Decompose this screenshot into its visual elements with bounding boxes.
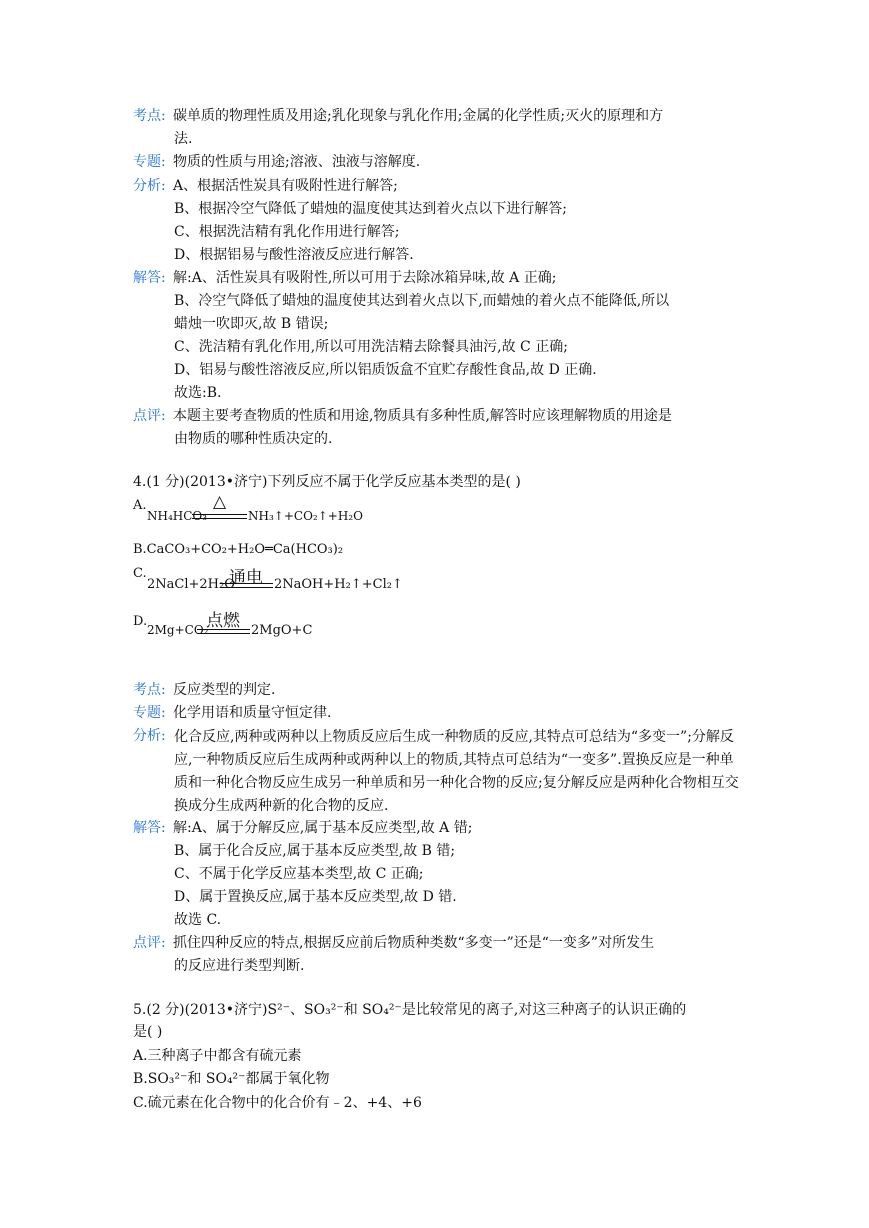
q4-c-condition: 通电 [229, 568, 263, 588]
kaodian-text: 反应类型的判定. [173, 682, 276, 698]
q5-stem-cont: 是( ) [133, 1024, 163, 1040]
q3-kaodian [133, 106, 663, 126]
q4-option-b: B.CaCO₃+CO₂+H₂O═Ca(HCO₃)₂ [133, 542, 344, 557]
fenxi-line: A、根据活性炭具有吸附性进行解答; [173, 178, 398, 194]
jieda-line: C、不属于化学反应基本类型,故 C 正确; [174, 866, 424, 882]
dianping-label: 点评: [133, 935, 166, 951]
jieda-label: 解答: [133, 820, 166, 836]
q3-fenxi [133, 176, 398, 196]
q4-d-condition: 点燃 [206, 611, 240, 631]
dianping-line: 本题主要考查物质的性质和用途,物质具有多种性质,解答时应该理解物质的用途是 [173, 408, 672, 424]
q3-zhuanti [133, 152, 420, 172]
q4-option-d-label: D. [133, 614, 148, 629]
q4-jieda [133, 818, 472, 838]
q3-dianping [133, 406, 672, 426]
jieda-line: 故选 C. [174, 912, 222, 928]
dianping-line: 抓住四种反应的特点,根据反应前后物质种类数“多变一”还是“一变多”对所发生 [173, 935, 655, 951]
zhuanti-text: 物质的性质与用途;溶液、浊液与溶解度. [173, 154, 421, 170]
q4-fenxi-text: 化合反应,两种或两种以上物质反应后生成一种物质的反应,其特点可总结为“多变一”;分解反应,一种物质反应后生成两种或两种以上的物质,其特点可总结为“一变多”.置换反应是一种单质和一种化合物反应生成另一种单质和另一种化合物的反应;复分解反应是两种化合物相互交换成分生成两种新的化合物的反应. [174, 729, 739, 814]
kaodian-label: 考点: [133, 682, 166, 698]
zhuanti-label: 专题: [133, 154, 166, 170]
q3-kaodian-cont: 法. [174, 131, 193, 147]
q5-option-b: B.SO₃²⁻和 SO₄²⁻都属于氧化物 [133, 1071, 330, 1087]
q4-stem: 4.(1 分)(2013•济宁)下列反应不属于化学反应基本类型的是( ) [133, 474, 521, 490]
dianping-line: 的反应进行类型判断. [174, 958, 305, 974]
q4-a-reactants: NH₄HCO₃ [147, 509, 208, 523]
fenxi-line: B、根据冷空气降低了蜡烛的温度使其达到着火点以下进行解答; [174, 201, 568, 217]
jieda-line: D、铝易与酸性溶液反应,所以铝质饭盒不宜贮存酸性食品,故 D 正确. [174, 362, 597, 378]
q3-jieda [133, 268, 556, 288]
q4-fenxi-label-row [133, 726, 173, 746]
dianping-label: 点评: [133, 408, 166, 424]
jieda-line: 解:A、活性炭具有吸附性,所以可用于去除冰箱异味,故 A 正确; [173, 270, 557, 286]
q4-a-condition: △ [213, 492, 227, 512]
jieda-label: 解答: [133, 270, 166, 286]
q5-option-a: A.三种离子中都含有硫元素 [133, 1048, 302, 1064]
zhuanti-text: 化学用语和质量守恒定律. [173, 705, 332, 721]
fenxi-label: 分析: [133, 178, 166, 194]
jieda-line: D、属于置换反应,属于基本反应类型,故 D 错. [174, 889, 457, 905]
fenxi-line: D、根据铝易与酸性溶液反应进行解答. [174, 247, 414, 263]
q4-option-a-label: A. [133, 498, 147, 513]
jieda-line: B、冷空气降低了蜡烛的温度使其达到着火点以下,而蜡烛的着火点不能降低,所以 [174, 293, 670, 309]
jieda-line: 蜡烛一吹即灭,故 B 错误; [174, 316, 329, 332]
q4-c-products: 2NaOH+H₂↑+Cl₂↑ [274, 577, 403, 592]
q4-a-products: NH₃↑+CO₂↑+H₂O [248, 509, 363, 523]
fenxi-label: 分析: [133, 728, 166, 744]
jieda-line: 解:A、属于分解反应,属于基本反应类型,故 A 错; [173, 820, 473, 836]
jieda-line: 故选:B. [174, 385, 222, 401]
q5-option-c: C.硫元素在化合物中的化合价有﹣2、+4、+6 [133, 1095, 422, 1111]
q4-c-reactants: 2NaCl+2H₂O [147, 577, 235, 592]
q4-dianping [133, 933, 654, 953]
zhuanti-label: 专题: [133, 705, 166, 721]
q4-zhuanti [133, 703, 331, 723]
q4-d-reactants: 2Mg+CO₂ [147, 623, 209, 637]
kaodian-label: 考点: [133, 108, 166, 124]
q4-option-c-label: C. [133, 566, 147, 581]
q5-stem: 5.(2 分)(2013•济宁)S²⁻、SO₃²⁻和 SO₄²⁻是比较常见的离子,对这三种离子的认识正确的 [133, 1002, 687, 1018]
kaodian-text: 碳单质的物理性质及用途;乳化现象与乳化作用;金属的化学性质;灭火的原理和方 [173, 108, 664, 124]
q4-kaodian [133, 680, 275, 700]
jieda-line: C、洗洁精有乳化作用,所以可用洗洁精去除餐具油污,故 C 正确; [174, 339, 568, 355]
dianping-line: 由物质的哪种性质决定的. [174, 431, 333, 447]
jieda-line: B、属于化合反应,属于基本反应类型,故 B 错; [174, 843, 456, 859]
fenxi-line: C、根据洗洁精有乳化作用进行解答; [174, 224, 400, 240]
q4-d-products: 2MgO+C [251, 623, 313, 638]
